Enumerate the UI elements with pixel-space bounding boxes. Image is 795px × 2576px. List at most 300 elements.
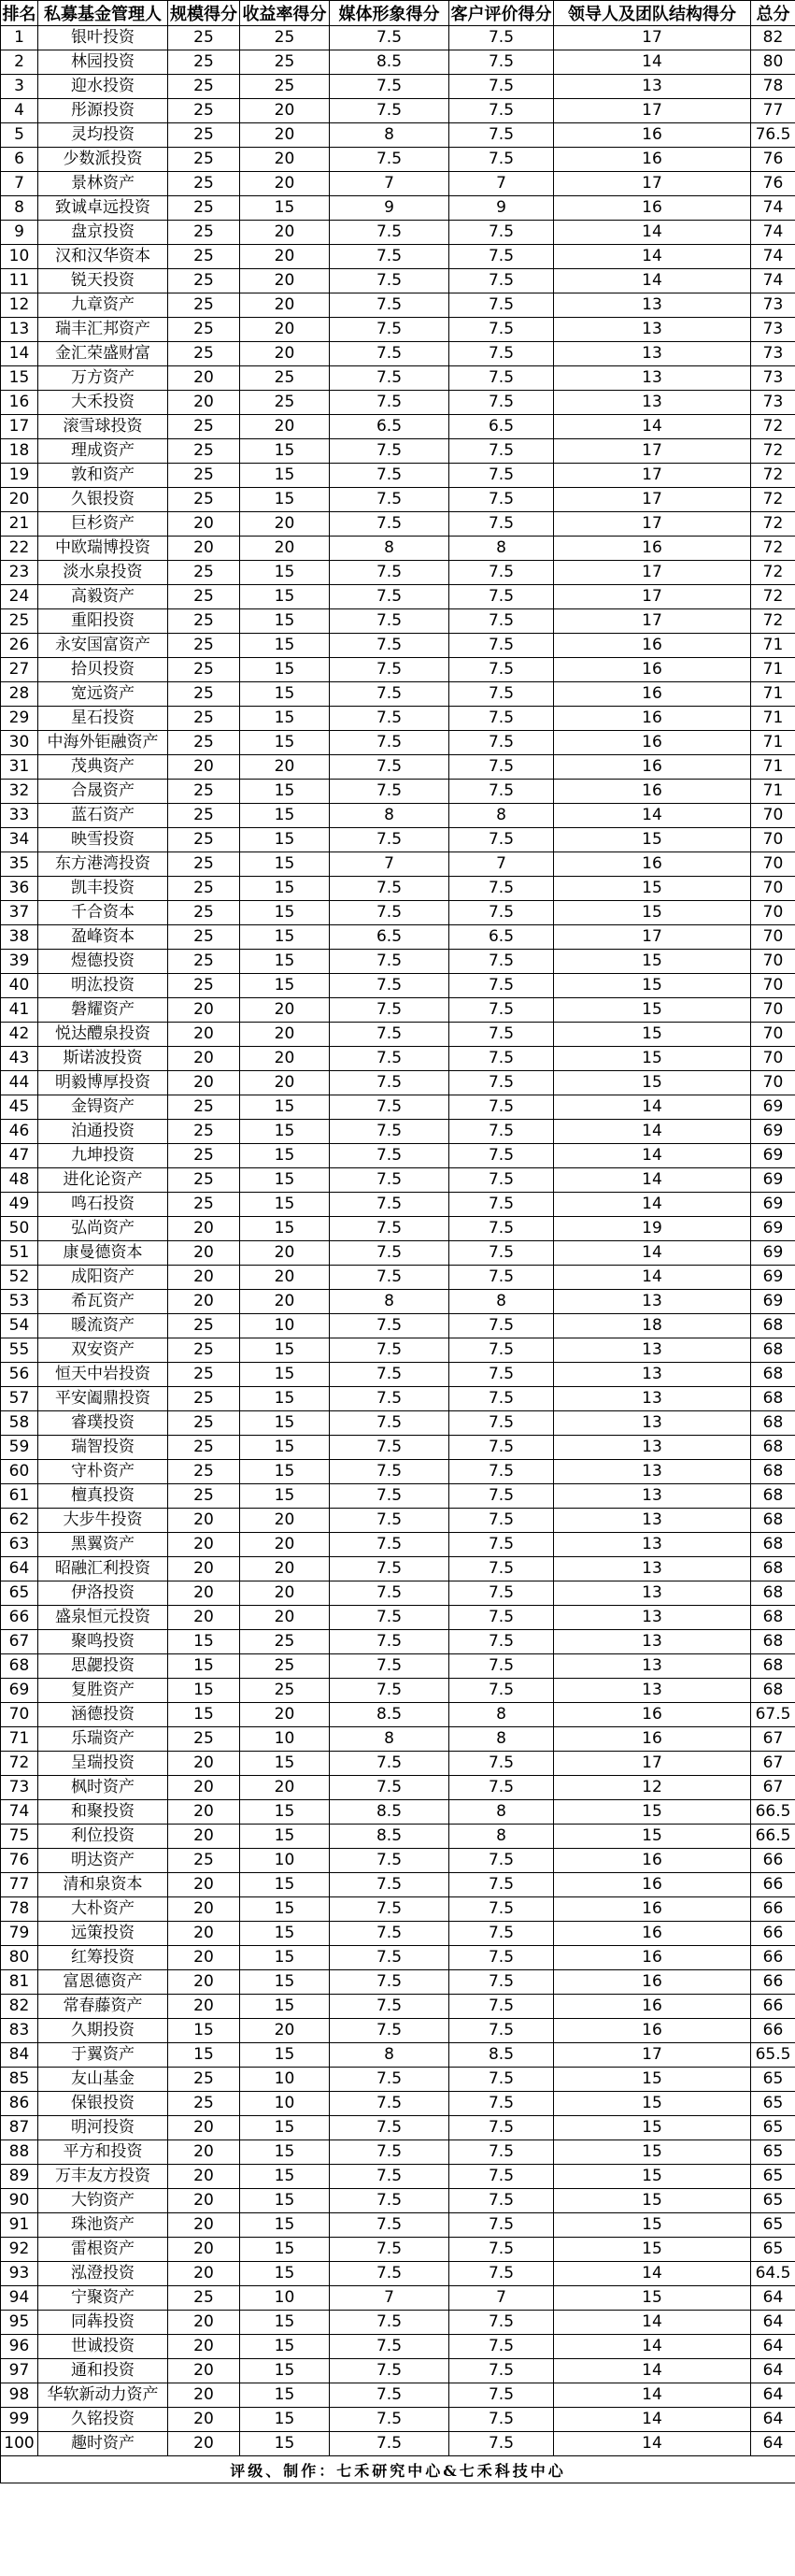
manager-name-cell: 理成资产 (38, 439, 168, 464)
rank-cell: 29 (1, 707, 38, 731)
table-row (1, 1460, 795, 1484)
client-score-cell: 7.5 (449, 1897, 554, 1922)
table-row (1, 682, 795, 707)
scale-score-cell: 25 (168, 1436, 240, 1460)
scale-score-cell: 25 (168, 682, 240, 707)
table-row (1, 1144, 795, 1168)
rank-cell: 4 (1, 99, 38, 123)
manager-name-cell: 大朴资产 (38, 1897, 168, 1922)
client-score-cell: 7.5 (449, 1095, 554, 1120)
client-score-cell: 7.5 (449, 2189, 554, 2213)
media-score-cell: 7.5 (330, 1606, 449, 1630)
return-score-cell: 15 (240, 925, 330, 950)
team-score-cell: 13 (554, 1557, 751, 1581)
team-score-cell: 19 (554, 1217, 751, 1241)
return-score-cell: 15 (240, 2335, 330, 2359)
team-score-cell: 13 (554, 1387, 751, 1411)
total-score-cell: 66.5 (751, 1800, 795, 1825)
rank-cell: 6 (1, 148, 38, 172)
team-score-cell: 15 (554, 1047, 751, 1071)
team-score-cell: 13 (554, 1290, 751, 1314)
media-score-cell: 7.5 (330, 293, 449, 318)
scale-score-cell: 20 (168, 1776, 240, 1800)
rank-cell: 50 (1, 1217, 38, 1241)
scale-score-cell: 25 (168, 925, 240, 950)
team-score-cell: 16 (554, 658, 751, 682)
total-score-cell: 69 (751, 1095, 795, 1120)
table-row (1, 342, 795, 366)
table-row (1, 1630, 795, 1654)
client-score-cell: 7.5 (449, 1436, 554, 1460)
table-row (1, 974, 795, 998)
team-score-cell: 18 (554, 1314, 751, 1338)
rank-cell: 75 (1, 1825, 38, 1849)
return-score-cell: 15 (240, 2043, 330, 2068)
client-score-cell: 8 (449, 1800, 554, 1825)
table-row (1, 804, 795, 828)
manager-name-cell: 大钧资产 (38, 2189, 168, 2213)
return-score-cell: 15 (240, 2408, 330, 2432)
table-row (1, 828, 795, 852)
client-score-cell: 7.5 (449, 1679, 554, 1703)
table-row (1, 1071, 795, 1095)
table-row (1, 2286, 795, 2311)
manager-name-cell: 磐耀资产 (38, 998, 168, 1023)
table-row (1, 172, 795, 196)
client-score-cell: 7.5 (449, 2019, 554, 2043)
total-score-cell: 64.5 (751, 2262, 795, 2286)
total-score-cell: 68 (751, 1338, 795, 1363)
return-score-cell: 20 (240, 1776, 330, 1800)
total-score-cell: 66 (751, 1970, 795, 1995)
rank-cell: 99 (1, 2408, 38, 2432)
return-score-cell: 20 (240, 1533, 330, 1557)
table-row (1, 1047, 795, 1071)
team-score-cell: 16 (554, 537, 751, 561)
client-score-cell: 7.5 (449, 1266, 554, 1290)
rank-cell: 59 (1, 1436, 38, 1460)
manager-name-cell: 汉和汉华资本 (38, 245, 168, 269)
rank-cell: 83 (1, 2019, 38, 2043)
total-score-cell: 73 (751, 391, 795, 415)
table-row (1, 1387, 795, 1411)
manager-name-cell: 宽远资产 (38, 682, 168, 707)
total-score-cell: 67.5 (751, 1703, 795, 1727)
table-row (1, 2238, 795, 2262)
client-score-cell: 7.5 (449, 1120, 554, 1144)
manager-name-cell: 九坤投资 (38, 1144, 168, 1168)
rank-cell: 100 (1, 2432, 38, 2456)
table-row (1, 1314, 795, 1338)
scale-score-cell: 20 (168, 2408, 240, 2432)
client-score-cell: 7.5 (449, 366, 554, 391)
rank-cell: 41 (1, 998, 38, 1023)
total-score-cell: 65 (751, 2165, 795, 2189)
return-score-cell: 25 (240, 366, 330, 391)
media-score-cell: 7.5 (330, 1460, 449, 1484)
table-row (1, 2189, 795, 2213)
rank-cell: 66 (1, 1606, 38, 1630)
team-score-cell: 16 (554, 1995, 751, 2019)
table-row (1, 26, 795, 50)
manager-name-cell: 敦和资产 (38, 464, 168, 488)
table-row (1, 707, 795, 731)
team-score-cell: 13 (554, 1436, 751, 1460)
team-score-cell: 15 (554, 998, 751, 1023)
return-score-cell: 15 (240, 974, 330, 998)
return-score-cell: 20 (240, 537, 330, 561)
rank-cell: 2 (1, 50, 38, 75)
manager-name-cell: 泊通投资 (38, 1120, 168, 1144)
team-score-cell: 17 (554, 925, 751, 950)
rank-cell: 62 (1, 1509, 38, 1533)
manager-name-cell: 悦达醴泉投资 (38, 1023, 168, 1047)
table-row (1, 1581, 795, 1606)
team-score-cell: 13 (554, 1460, 751, 1484)
manager-name-cell: 成阳资产 (38, 1266, 168, 1290)
scale-score-cell: 20 (168, 2383, 240, 2408)
manager-name-cell: 九章资产 (38, 293, 168, 318)
table-row (1, 1168, 795, 1193)
team-score-cell: 14 (554, 415, 751, 439)
team-score-cell: 15 (554, 901, 751, 925)
table-row (1, 1338, 795, 1363)
return-score-cell: 15 (240, 1970, 330, 1995)
scale-score-cell: 25 (168, 2068, 240, 2092)
total-score-cell: 74 (751, 245, 795, 269)
return-score-cell: 20 (240, 1266, 330, 1290)
total-score-cell: 65 (751, 2213, 795, 2238)
client-score-cell: 7.5 (449, 2068, 554, 2092)
team-score-cell: 16 (554, 707, 751, 731)
rank-cell: 69 (1, 1679, 38, 1703)
rank-cell: 94 (1, 2286, 38, 2311)
table-row (1, 877, 795, 901)
manager-name-cell: 万方资产 (38, 366, 168, 391)
client-score-cell: 7.5 (449, 1363, 554, 1387)
total-score-cell: 68 (751, 1436, 795, 1460)
total-score-cell: 66.5 (751, 1825, 795, 1849)
scale-score-cell: 25 (168, 828, 240, 852)
rank-cell: 1 (1, 26, 38, 50)
client-score-cell: 7.5 (449, 342, 554, 366)
manager-name-cell: 友山基金 (38, 2068, 168, 2092)
table-row (1, 780, 795, 804)
table-body (1, 26, 795, 2456)
rank-cell: 60 (1, 1460, 38, 1484)
return-score-cell: 20 (240, 245, 330, 269)
rank-cell: 36 (1, 877, 38, 901)
table-row (1, 1193, 795, 1217)
manager-name-cell: 茂典资产 (38, 755, 168, 780)
rank-cell: 43 (1, 1047, 38, 1071)
table-row (1, 1266, 795, 1290)
media-score-cell: 7.5 (330, 391, 449, 415)
total-score-cell: 64 (751, 2432, 795, 2456)
team-score-cell: 13 (554, 1484, 751, 1509)
scale-score-cell: 20 (168, 2189, 240, 2213)
client-score-cell: 7.5 (449, 99, 554, 123)
manager-name-cell: 守朴资产 (38, 1460, 168, 1484)
client-score-cell: 7.5 (449, 2213, 554, 2238)
table-row (1, 464, 795, 488)
team-score-cell: 16 (554, 780, 751, 804)
team-score-cell: 15 (554, 828, 751, 852)
return-score-cell: 15 (240, 585, 330, 609)
return-score-cell: 20 (240, 1581, 330, 1606)
client-score-cell: 7.5 (449, 1047, 554, 1071)
team-score-cell: 17 (554, 488, 751, 512)
total-score-cell: 68 (751, 1460, 795, 1484)
scale-score-cell: 25 (168, 804, 240, 828)
team-score-cell: 16 (554, 1849, 751, 1873)
media-score-cell: 7.5 (330, 2383, 449, 2408)
total-score-cell: 76 (751, 172, 795, 196)
total-score-cell: 70 (751, 974, 795, 998)
return-score-cell: 15 (240, 1752, 330, 1776)
rank-cell: 26 (1, 634, 38, 658)
media-score-cell: 7.5 (330, 2408, 449, 2432)
total-score-cell: 67 (751, 1776, 795, 1800)
media-score-cell: 7.5 (330, 512, 449, 537)
scale-score-cell: 20 (168, 1970, 240, 1995)
client-score-cell: 8 (449, 1703, 554, 1727)
team-score-cell: 14 (554, 1120, 751, 1144)
rank-cell: 48 (1, 1168, 38, 1193)
return-score-cell: 20 (240, 1241, 330, 1266)
total-score-cell: 68 (751, 1314, 795, 1338)
total-score-cell: 68 (751, 1484, 795, 1509)
team-score-cell: 17 (554, 561, 751, 585)
table-row (1, 755, 795, 780)
manager-name-cell: 和聚投资 (38, 1800, 168, 1825)
client-score-cell: 7.5 (449, 950, 554, 974)
media-score-cell: 8 (330, 804, 449, 828)
media-score-cell: 7.5 (330, 1922, 449, 1946)
rank-cell: 65 (1, 1581, 38, 1606)
team-score-cell: 17 (554, 1752, 751, 1776)
return-score-cell: 15 (240, 2432, 330, 2456)
client-score-cell: 7.5 (449, 269, 554, 293)
rank-cell: 42 (1, 1023, 38, 1047)
column-header-manager: 私募基金管理人 (38, 1, 168, 26)
rank-cell: 96 (1, 2335, 38, 2359)
return-score-cell: 10 (240, 2286, 330, 2311)
total-score-cell: 74 (751, 269, 795, 293)
total-score-cell: 64 (751, 2408, 795, 2432)
media-score-cell: 7.5 (330, 658, 449, 682)
team-score-cell: 15 (554, 1023, 751, 1047)
rank-cell: 77 (1, 1873, 38, 1897)
return-score-cell: 15 (240, 2213, 330, 2238)
media-score-cell: 7.5 (330, 1193, 449, 1217)
total-score-cell: 72 (751, 585, 795, 609)
return-score-cell: 20 (240, 1509, 330, 1533)
scale-score-cell: 25 (168, 1338, 240, 1363)
client-score-cell: 7.5 (449, 1460, 554, 1484)
total-score-cell: 82 (751, 26, 795, 50)
rank-cell: 44 (1, 1071, 38, 1095)
media-score-cell: 7.5 (330, 1217, 449, 1241)
table-row (1, 1557, 795, 1581)
table-row (1, 1727, 795, 1752)
table-row (1, 731, 795, 755)
scale-score-cell: 25 (168, 2092, 240, 2116)
team-score-cell: 13 (554, 293, 751, 318)
team-score-cell: 16 (554, 852, 751, 877)
manager-name-cell: 趣时资产 (38, 2432, 168, 2456)
manager-name-cell: 煜德投资 (38, 950, 168, 974)
return-score-cell: 15 (240, 561, 330, 585)
scale-score-cell: 25 (168, 1095, 240, 1120)
rank-cell: 3 (1, 75, 38, 99)
client-score-cell: 7.5 (449, 1946, 554, 1970)
media-score-cell: 7.5 (330, 1897, 449, 1922)
column-header-total: 总分 (751, 1, 795, 26)
manager-name-cell: 少数派投资 (38, 148, 168, 172)
rank-cell: 46 (1, 1120, 38, 1144)
client-score-cell: 7.5 (449, 1023, 554, 1047)
scale-score-cell: 20 (168, 2140, 240, 2165)
table-row (1, 366, 795, 391)
return-score-cell: 25 (240, 26, 330, 50)
total-score-cell: 69 (751, 1193, 795, 1217)
manager-name-cell: 斯诺波投资 (38, 1047, 168, 1071)
media-score-cell: 7.5 (330, 2335, 449, 2359)
rank-cell: 92 (1, 2238, 38, 2262)
total-score-cell: 64 (751, 2335, 795, 2359)
manager-name-cell: 明河投资 (38, 2116, 168, 2140)
scale-score-cell: 25 (168, 123, 240, 148)
total-score-cell: 68 (751, 1387, 795, 1411)
return-score-cell: 15 (240, 1995, 330, 2019)
rank-cell: 10 (1, 245, 38, 269)
scale-score-cell: 20 (168, 1825, 240, 1849)
return-score-cell: 15 (240, 1193, 330, 1217)
total-score-cell: 64 (751, 2311, 795, 2335)
rank-cell: 51 (1, 1241, 38, 1266)
table-header-row (1, 1, 795, 26)
media-score-cell: 7.5 (330, 1023, 449, 1047)
scale-score-cell: 20 (168, 1946, 240, 1970)
rank-cell: 32 (1, 780, 38, 804)
total-score-cell: 68 (751, 1509, 795, 1533)
rank-cell: 18 (1, 439, 38, 464)
scale-score-cell: 25 (168, 196, 240, 221)
manager-name-cell: 黑翼资产 (38, 1533, 168, 1557)
table-row (1, 2383, 795, 2408)
team-score-cell: 15 (554, 950, 751, 974)
return-score-cell: 15 (240, 1800, 330, 1825)
total-score-cell: 70 (751, 1023, 795, 1047)
team-score-cell: 14 (554, 804, 751, 828)
manager-name-cell: 世诚投资 (38, 2335, 168, 2359)
client-score-cell: 8 (449, 537, 554, 561)
media-score-cell: 7.5 (330, 707, 449, 731)
table-row (1, 1679, 795, 1703)
team-score-cell: 15 (554, 2213, 751, 2238)
table-row (1, 2262, 795, 2286)
rank-cell: 16 (1, 391, 38, 415)
manager-name-cell: 瑞丰汇邦资产 (38, 318, 168, 342)
rank-cell: 82 (1, 1995, 38, 2019)
scale-score-cell: 25 (168, 1460, 240, 1484)
total-score-cell: 68 (751, 1679, 795, 1703)
table-row (1, 2213, 795, 2238)
rank-cell: 86 (1, 2092, 38, 2116)
scale-score-cell: 25 (168, 342, 240, 366)
total-score-cell: 71 (751, 731, 795, 755)
scale-score-cell: 25 (168, 780, 240, 804)
manager-name-cell: 致诚卓远投资 (38, 196, 168, 221)
table-row (1, 1436, 795, 1460)
client-score-cell: 7.5 (449, 1241, 554, 1266)
scale-score-cell: 25 (168, 1484, 240, 1509)
total-score-cell: 65 (751, 2238, 795, 2262)
media-score-cell: 7.5 (330, 901, 449, 925)
rank-cell: 76 (1, 1849, 38, 1873)
client-score-cell: 8 (449, 804, 554, 828)
client-score-cell: 7.5 (449, 2238, 554, 2262)
column-header-rank: 排名 (1, 1, 38, 26)
footer-credit: 评级、制作：七禾研究中心&七禾科技中心 (1, 2456, 795, 2483)
table-row (1, 148, 795, 172)
media-score-cell: 7.5 (330, 1995, 449, 2019)
total-score-cell: 69 (751, 1217, 795, 1241)
table-row (1, 1995, 795, 2019)
team-score-cell: 17 (554, 512, 751, 537)
table-row (1, 1363, 795, 1387)
scale-score-cell: 20 (168, 2116, 240, 2140)
table-row (1, 99, 795, 123)
team-score-cell: 15 (554, 2238, 751, 2262)
table-row (1, 269, 795, 293)
manager-name-cell: 银叶投资 (38, 26, 168, 50)
manager-name-cell: 珠池资产 (38, 2213, 168, 2238)
scale-score-cell: 25 (168, 245, 240, 269)
scale-score-cell: 25 (168, 1120, 240, 1144)
client-score-cell: 7.5 (449, 731, 554, 755)
media-score-cell: 7.5 (330, 1266, 449, 1290)
table-row (1, 221, 795, 245)
media-score-cell: 7 (330, 2286, 449, 2311)
manager-name-cell: 暖流资产 (38, 1314, 168, 1338)
team-score-cell: 13 (554, 1509, 751, 1533)
team-score-cell: 16 (554, 682, 751, 707)
rank-cell: 5 (1, 123, 38, 148)
media-score-cell: 7.5 (330, 1047, 449, 1071)
table-row (1, 901, 795, 925)
manager-name-cell: 久期投资 (38, 2019, 168, 2043)
media-score-cell: 7.5 (330, 1557, 449, 1581)
scale-score-cell: 15 (168, 1630, 240, 1654)
manager-name-cell: 常春藤资产 (38, 1995, 168, 2019)
media-score-cell: 7.5 (330, 439, 449, 464)
rank-cell: 14 (1, 342, 38, 366)
table-row (1, 1095, 795, 1120)
client-score-cell: 7.5 (449, 2359, 554, 2383)
table-row (1, 2043, 795, 2068)
client-score-cell: 8 (449, 1825, 554, 1849)
total-score-cell: 66 (751, 1849, 795, 1873)
total-score-cell: 70 (751, 877, 795, 901)
media-score-cell: 8 (330, 537, 449, 561)
table-row (1, 391, 795, 415)
table-row (1, 488, 795, 512)
client-score-cell: 7.5 (449, 2383, 554, 2408)
scale-score-cell: 20 (168, 1047, 240, 1071)
total-score-cell: 66 (751, 2019, 795, 2043)
